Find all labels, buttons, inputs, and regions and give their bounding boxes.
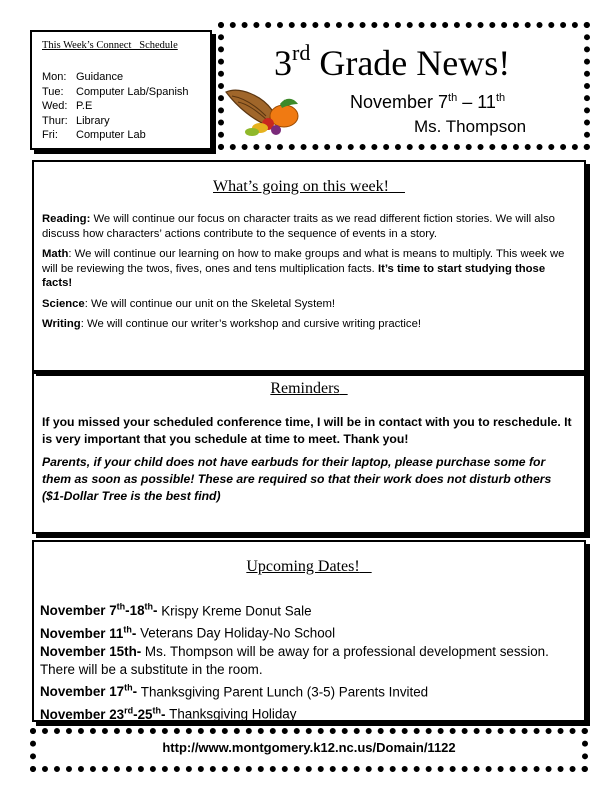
schedule-day: Fri:: [42, 129, 58, 141]
writing-paragraph: [42, 317, 574, 332]
ordinal-suffix: th: [124, 682, 133, 693]
ordinal-suffix: rd: [124, 705, 134, 716]
website-link[interactable]: http://www.montgomery.k12.nc.us/Domain/1122: [162, 740, 456, 755]
conference-reminder: If you missed your scheduled conference time, I will be in contact with you to reschedule. It is very important that you schedule at time to meet. Thank you!: [42, 415, 572, 446]
section-heading: [34, 380, 584, 398]
ordinal-suffix: th: [448, 92, 458, 104]
writing-text: : We will continue our writer’s workshop and cursive writing practice!: [80, 318, 421, 330]
math-text: : We will continue our learning on how to make groups and what is means to multiply. This week we will be reviewing the twos, fives, ones and tens multiplication facts.: [42, 248, 565, 275]
date-label: [40, 603, 161, 618]
date-part: November 17: [40, 684, 125, 700]
heading-text: Upcoming Dates!: [246, 558, 360, 575]
date-label: [40, 707, 169, 722]
earbuds-reminder: Parents, if your child does not have earbuds for their laptop, please purchase some for them as soon as possible! These are required so that their work does not disturb others ($1-Dollar Tree is the best find): [42, 455, 552, 503]
reading-label: Reading:: [42, 213, 91, 225]
schedule-row: [42, 99, 189, 114]
title-text: Grade News!: [310, 43, 511, 83]
science-paragraph: [42, 297, 574, 312]
newsletter-title: [274, 42, 510, 84]
schedule-list: [42, 70, 189, 143]
section-heading: [34, 558, 584, 576]
schedule-title: This Week’s Connect Schedule: [42, 40, 178, 51]
schedule-row: [42, 128, 189, 143]
date-part: -: [131, 625, 141, 641]
date-item: [40, 598, 574, 620]
week-end: – 11: [457, 92, 496, 112]
week-dates: [350, 92, 505, 113]
ordinal-suffix: th: [495, 92, 506, 104]
event-text: Krispy Kreme Donut Sale: [161, 603, 312, 619]
connect-schedule-box: [30, 30, 212, 150]
date-item: [40, 643, 574, 679]
date-part: November 23: [40, 706, 125, 722]
schedule-activity: Computer Lab: [76, 129, 146, 141]
grade-suffix: rd: [292, 40, 311, 65]
schedule-row: [42, 85, 189, 100]
schedule-activity: Library: [76, 114, 110, 127]
section-heading: [34, 178, 584, 196]
event-text: Ms. Thompson will be away for a professional development session. There will be a substitute in the room.: [40, 643, 549, 677]
schedule-day: Mon:: [42, 71, 67, 83]
date-item: [40, 701, 574, 723]
ordinal-suffix: th: [152, 705, 161, 716]
ordinal-suffix: th: [123, 624, 132, 635]
math-paragraph: [42, 247, 574, 291]
science-text: : We will continue our unit on the Skeletal System!: [84, 297, 336, 310]
schedule-activity: Computer Lab/Spanish: [76, 85, 189, 98]
schedule-day: Tue:: [42, 85, 64, 98]
date-item: [40, 679, 574, 701]
upcoming-dates-section: [32, 540, 586, 722]
math-label: Math: [42, 248, 69, 260]
cornucopia-icon: [222, 82, 302, 138]
writing-label: Writing: [42, 318, 81, 330]
weekly-update-content: [42, 212, 574, 338]
grade-number: 3: [274, 43, 292, 83]
date-item: [40, 620, 574, 642]
event-text: Thanksgiving Parent Lunch (3-5) Parents Invited: [140, 684, 429, 700]
reading-paragraph: [42, 212, 574, 241]
heading-text: What’s going on this week!: [213, 178, 389, 195]
math-emphasis: It’s time to start studying those facts!: [42, 262, 546, 289]
teacher-name: Ms. Thompson: [414, 117, 527, 136]
schedule-row: [42, 114, 189, 129]
date-part: November 7: [40, 603, 117, 619]
date-part: -: [153, 603, 162, 619]
schedule-activity: P.E: [76, 100, 93, 112]
reminders-content: [42, 414, 574, 511]
date-part: -: [132, 684, 141, 700]
footer-box: [30, 728, 588, 772]
date-label: [40, 684, 141, 699]
date-label: [40, 626, 140, 641]
date-part: November 11: [40, 625, 124, 641]
event-text: Veterans Day Holiday-No School: [140, 625, 336, 641]
week-start: November 7: [350, 92, 449, 112]
date-part: -18: [125, 603, 145, 619]
weekly-update-section: [32, 160, 586, 372]
date-part: -25: [133, 706, 153, 722]
reminders-section: [32, 372, 586, 534]
ordinal-suffix: th: [144, 602, 154, 612]
science-label: Science: [42, 297, 85, 310]
schedule-activity: Guidance: [76, 71, 124, 83]
schedule-day: Wed:: [42, 100, 68, 112]
schedule-day: Thur:: [42, 114, 68, 127]
date-label: November 15th-: [40, 643, 145, 659]
date-part: -: [160, 706, 170, 722]
event-text: Thanksgiving Holiday: [169, 706, 297, 722]
reading-text: We will continue our focus on character traits as we read different fiction stories. We will also discuss how characters’ actions contribute to the sequence of events in a story.: [42, 213, 555, 240]
upcoming-dates-list: [40, 598, 574, 724]
ordinal-suffix: th: [116, 602, 126, 612]
schedule-row: [42, 70, 189, 85]
heading-text: Reminders: [270, 380, 340, 397]
